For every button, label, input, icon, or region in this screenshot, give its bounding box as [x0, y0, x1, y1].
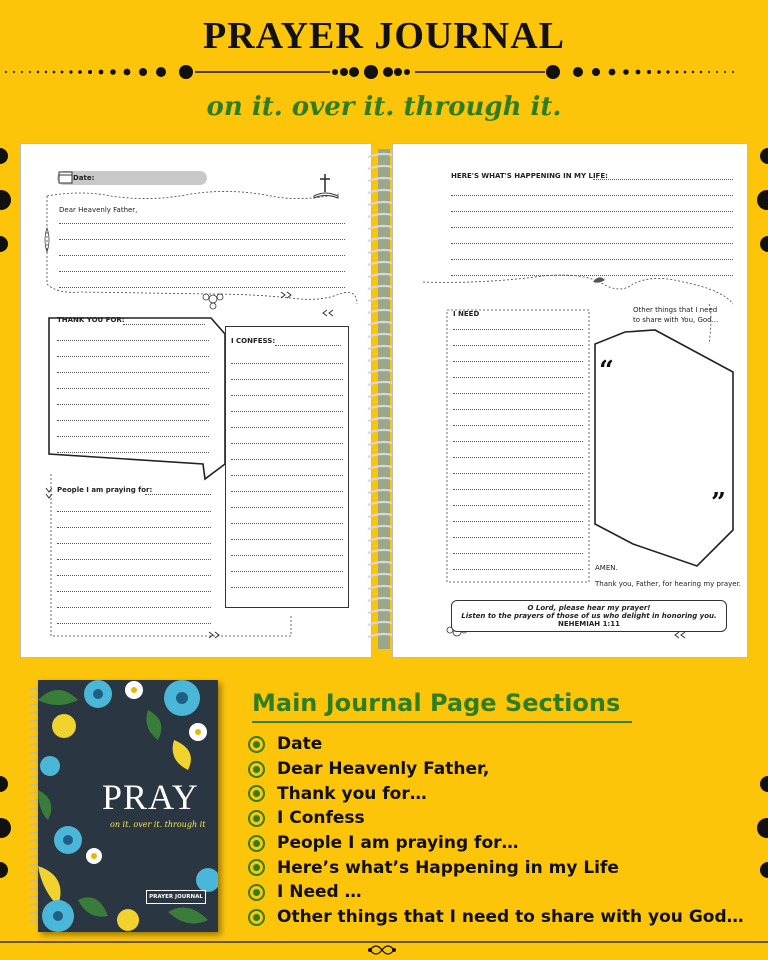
greeting-lines: [59, 208, 345, 288]
thank-you-lines: [57, 325, 209, 453]
edge-dot: [760, 148, 768, 164]
thank-you-lines: [123, 309, 205, 325]
praying-for-label: People I am praying for:: [57, 486, 153, 494]
page-title: PRAYER JOURNAL: [202, 15, 565, 57]
other-things-line2: to share with You, God...: [633, 316, 719, 324]
other-things-line1: Other things that I need: [633, 306, 718, 314]
list-item: Dear Heavenly Father,: [248, 757, 744, 782]
edge-dot: [0, 236, 8, 252]
confess-lines: [231, 348, 343, 588]
list-item: I Need …: [248, 880, 744, 905]
edge-dot: [760, 862, 768, 878]
edge-dot: [757, 190, 768, 210]
bullet-icon: [248, 761, 265, 778]
greeting-text: Dear Heavenly Father,: [59, 206, 138, 214]
date-label: Date:: [73, 174, 95, 182]
bullet-icon: [248, 785, 265, 802]
thank-you-label: THANK YOU FOR:: [57, 316, 125, 324]
bullet-icon: [248, 859, 265, 876]
list-item: People I am praying for…: [248, 831, 744, 856]
cover-subtitle: on it. over it. through it: [110, 820, 206, 829]
sections-title: Main Journal Page Sections: [252, 689, 621, 717]
happening-lines: [593, 164, 733, 180]
open-quote-icon: “: [599, 356, 614, 386]
verse-box: [451, 600, 727, 632]
right-page: [392, 143, 748, 658]
need-lines: [453, 314, 583, 570]
list-item: Other things that I need to share with you God…: [248, 905, 744, 930]
verse-line2: Listen to the prayers of those of us who delight in honoring you.: [461, 612, 717, 620]
bullet-icon: [248, 835, 265, 852]
verse-line1: O Lord, please hear my prayer!: [527, 604, 651, 612]
praying-for-lines: [145, 479, 211, 495]
edge-dot: [760, 776, 768, 792]
verse-reference: NEHEMIAH 1:11: [558, 620, 620, 628]
need-label: I NEED: [453, 310, 480, 318]
left-page: [20, 143, 372, 658]
confess-lines: [275, 330, 341, 346]
edge-dot: [0, 818, 11, 838]
top-dotted-divider: [0, 62, 768, 82]
happening-lines: [451, 180, 733, 276]
list-item: Here’s what’s Happening in my Life: [248, 855, 744, 880]
sections-underline: [252, 721, 632, 723]
edge-dot: [0, 862, 8, 878]
happening-label: HERE'S WHAT'S HAPPENING IN MY LIFE:: [451, 172, 608, 180]
edge-dot: [0, 190, 11, 210]
list-item: I Confess: [248, 806, 744, 831]
tagline: on it. over it. through it.: [206, 92, 562, 122]
close-quote-icon: ”: [711, 488, 726, 518]
edge-dot: [757, 818, 768, 838]
edge-dot: [0, 776, 8, 792]
cover-title: PRAY: [102, 777, 199, 817]
bullet-icon: [248, 884, 265, 901]
journal-cover: [38, 680, 218, 932]
bullet-icon: [248, 736, 265, 753]
edge-dot: [0, 148, 8, 164]
thanks-text: Thank you, Father, for hearing my prayer.: [595, 580, 742, 588]
praying-for-lines: [57, 496, 211, 624]
bullet-icon: [248, 810, 265, 827]
bullet-icon: [248, 909, 265, 926]
bottom-divider: [0, 936, 768, 960]
list-item: Thank you for…: [248, 781, 744, 806]
cover-badge: PRAYER JOURNAL: [146, 890, 206, 904]
sections-list: [248, 732, 744, 930]
confess-label: I CONFESS:: [231, 337, 276, 345]
journal-spread: [20, 143, 748, 658]
list-item: Date: [248, 732, 744, 757]
amen-text: AMEN.: [595, 564, 618, 572]
edge-dot: [760, 236, 768, 252]
